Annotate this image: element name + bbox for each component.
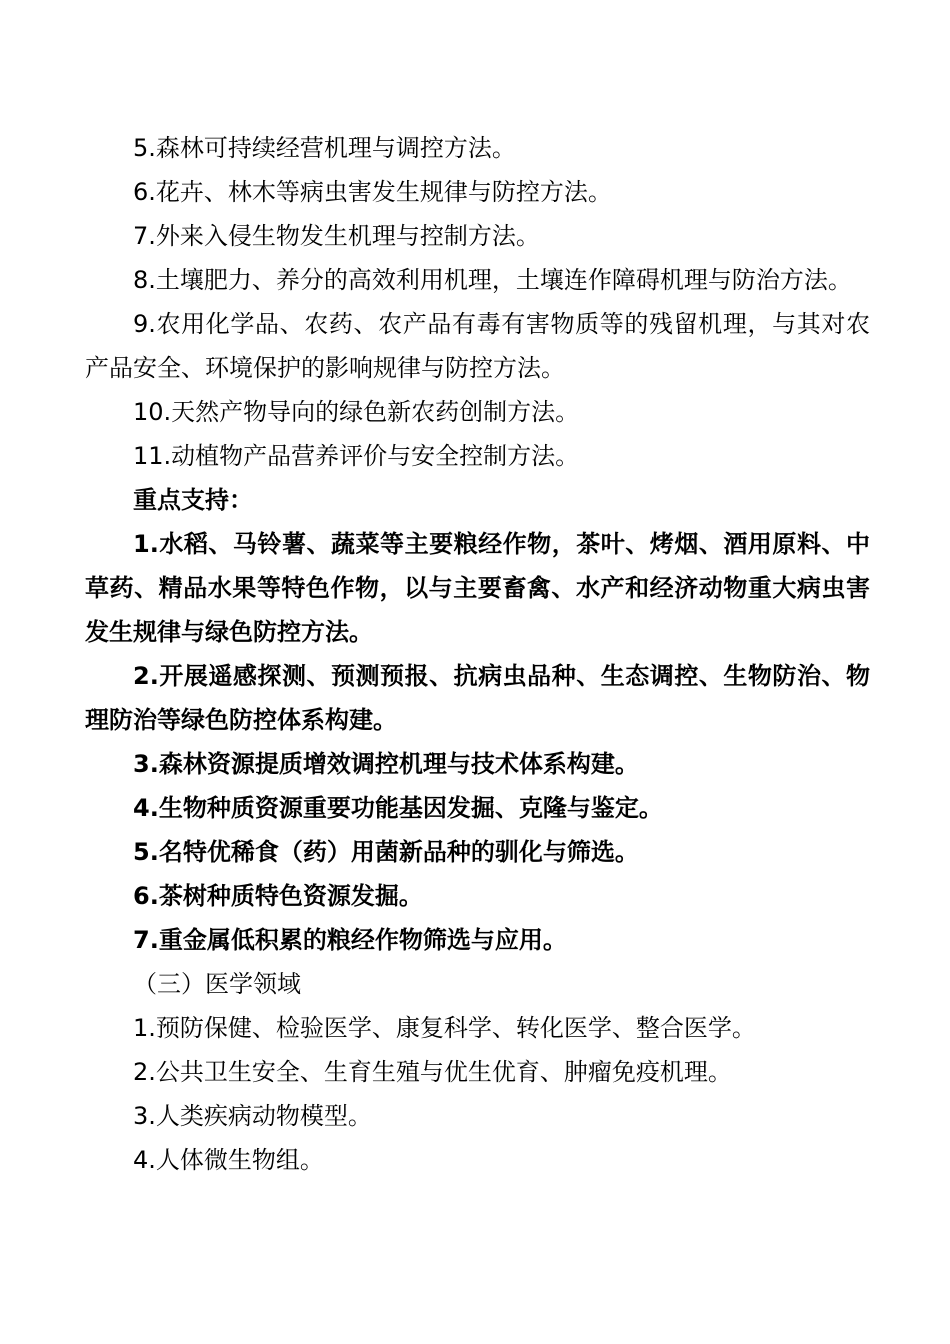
- paragraph-item-9: 9.农用化学品、农药、农产品有毒有害物质等的残留机理，与其对农产品安全、环境保护的影响规律与防控方法。: [85, 310, 870, 382]
- paragraph-item-8: 8.土壤肥力、养分的高效利用机理，土壤连作障碍机理与防治方法。: [133, 266, 852, 294]
- paragraph-item-10: 10.天然产物导向的绿色新农药创制方法。: [133, 398, 580, 426]
- medical-item-4: 4.人体微生物组。: [133, 1146, 324, 1174]
- document-page: [85, 126, 870, 1182]
- key-support-item-5: 5.名特优稀食（药）用菌新品种的驯化与筛选。: [133, 838, 639, 866]
- medical-item-1: 1.预防保健、检验医学、康复科学、转化医学、整合医学。: [133, 1014, 756, 1042]
- key-support-item-7: 7.重金属低积累的粮经作物筛选与应用。: [133, 926, 567, 954]
- key-support-heading: 重点支持：: [133, 486, 253, 514]
- paragraph-item-7: 7.外来入侵生物发生机理与控制方法。: [133, 222, 540, 250]
- paragraph-item-6: 6.花卉、林木等病虫害发生规律与防控方法。: [133, 178, 612, 206]
- key-support-item-1: 1.水稻、马铃薯、蔬菜等主要粮经作物，茶叶、烤烟、酒用原料、中草药、精品水果等特色作物，以与主要畜禽、水产和经济动物重大病虫害发生规律与绿色防控方法。: [85, 530, 870, 646]
- paragraph-item-5: 5.森林可持续经营机理与调控方法。: [133, 134, 516, 162]
- key-support-item-4: 4.生物种质资源重要功能基因发掘、克隆与鉴定。: [133, 794, 663, 822]
- key-support-item-2: 2.开展遥感探测、预测预报、抗病虫品种、生态调控、生物防治、物理防治等绿色防控体系构建。: [85, 662, 870, 734]
- paragraph-item-11: 11.动植物产品营养评价与安全控制方法。: [133, 442, 580, 470]
- medical-item-2: 2.公共卫生安全、生育生殖与优生优育、肿瘤免疫机理。: [133, 1058, 732, 1086]
- key-support-item-6: 6.茶树种质特色资源发掘。: [133, 882, 423, 910]
- medical-section-heading: （三）医学领域: [133, 970, 301, 998]
- medical-item-3: 3.人类疾病动物模型。: [133, 1102, 372, 1130]
- key-support-item-3: 3.森林资源提质增效调控机理与技术体系构建。: [133, 750, 639, 778]
